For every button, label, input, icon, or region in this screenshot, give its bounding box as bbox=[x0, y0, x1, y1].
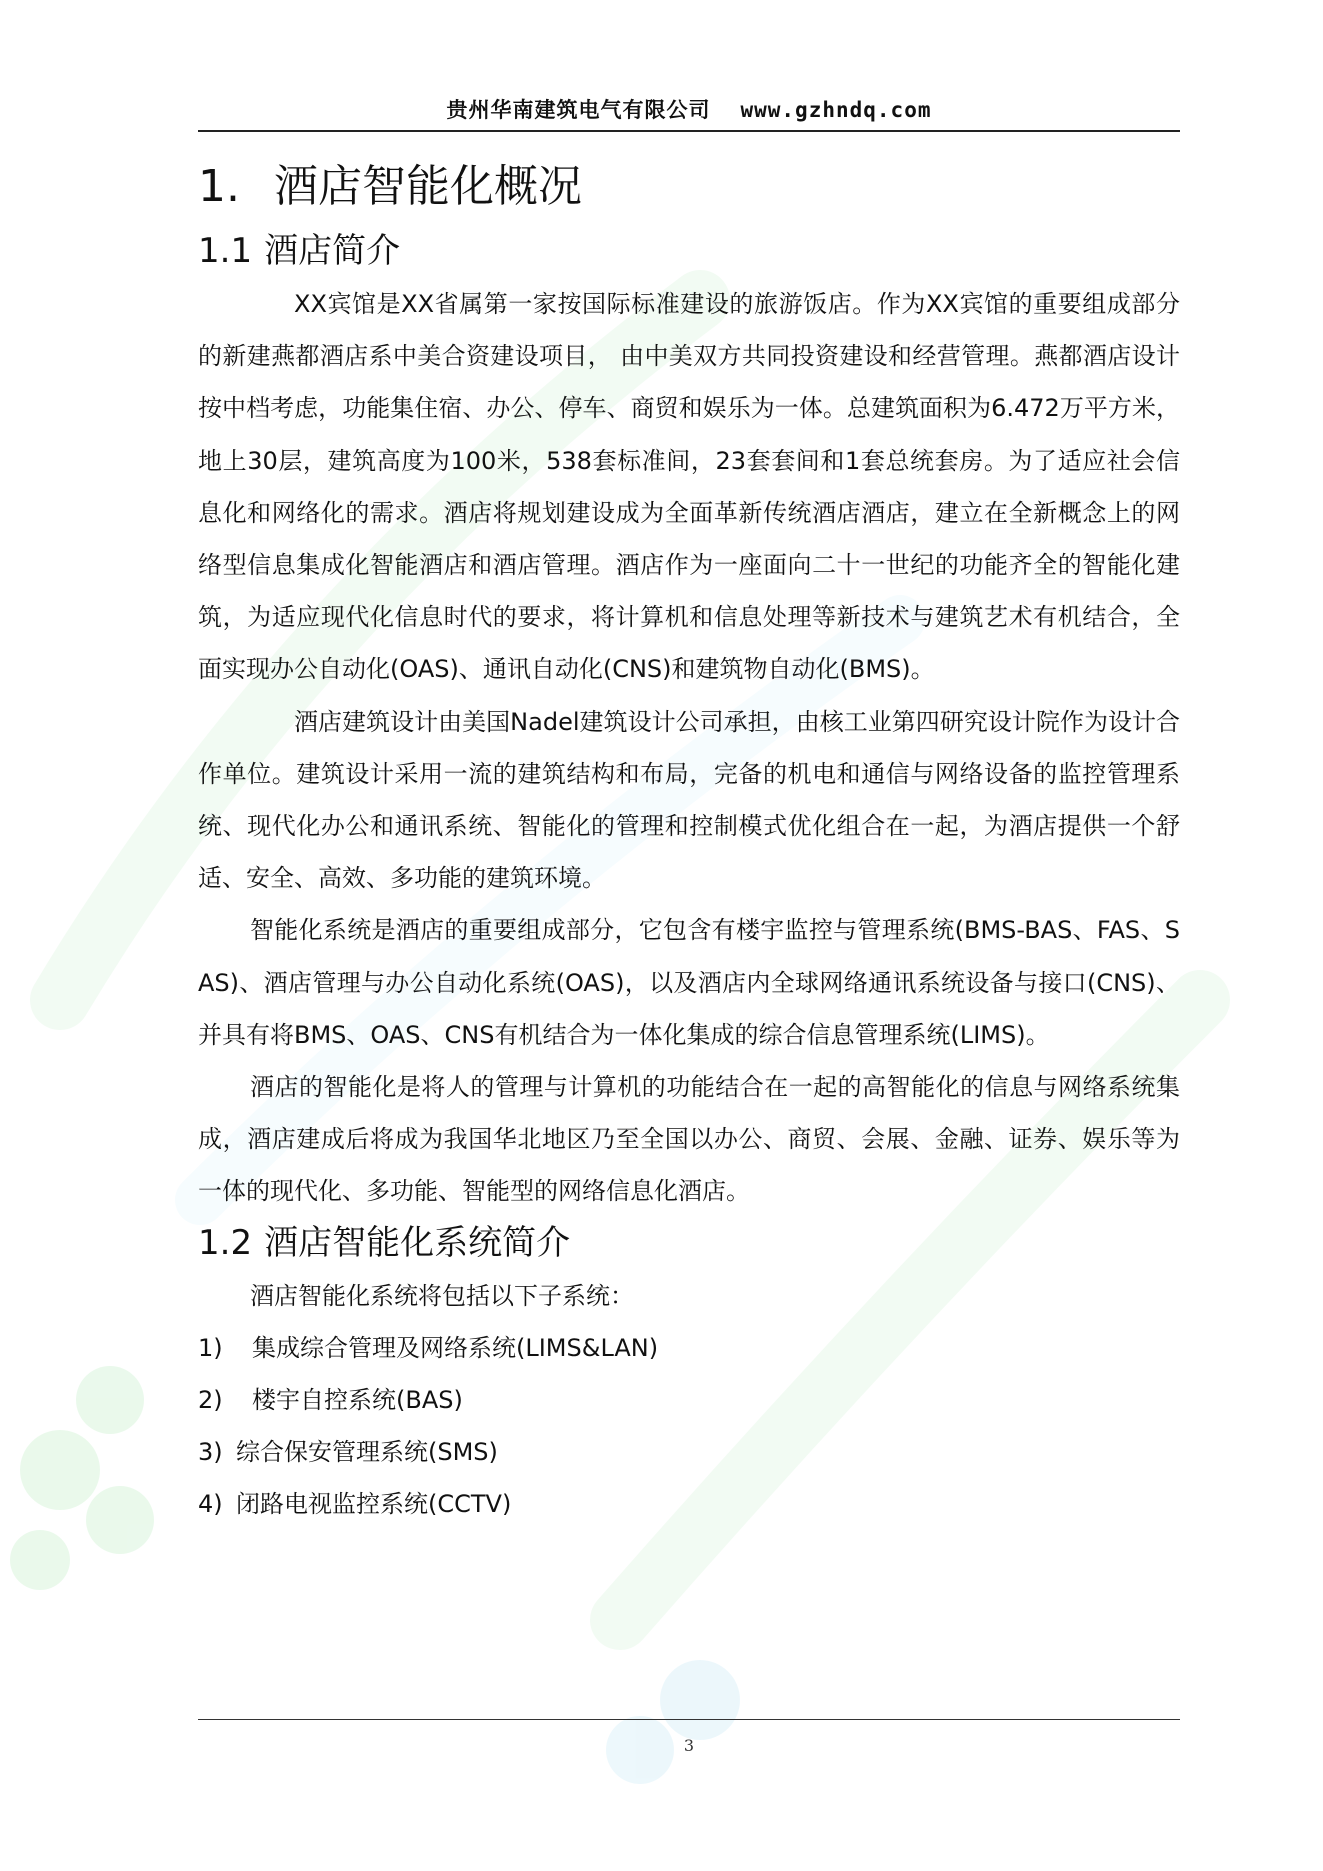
watermark-petal bbox=[76, 1366, 144, 1434]
list-item-text: 集成综合管理及网络系统(LIMS&LAN) bbox=[252, 1333, 659, 1362]
watermark-petal bbox=[86, 1486, 154, 1554]
section-number: 1.2 bbox=[198, 1222, 253, 1263]
list-item bbox=[198, 1478, 1180, 1530]
watermark-petal bbox=[660, 1660, 740, 1740]
list-item-number: 4) bbox=[198, 1489, 223, 1518]
paragraph-intelligence: 酒店的智能化是将人的管理与计算机的功能结合在一起的高智能化的信息与网络系统集成，酒店建成后将成为我国华北地区乃至全国以办公、商贸、会展、金融、证券、娱乐等为一体的现代化、多功能、智能型的网络信息化酒店。 bbox=[198, 1073, 1180, 1206]
list-item-number: 2) bbox=[198, 1385, 223, 1414]
subsystem-list bbox=[198, 1322, 1180, 1530]
list-item bbox=[198, 1374, 1180, 1426]
section-title: 酒店简介 bbox=[264, 231, 401, 271]
chapter-heading bbox=[198, 132, 1180, 224]
section-heading-1-2 bbox=[198, 1218, 1180, 1270]
footer-divider bbox=[198, 1719, 1180, 1720]
list-item-text: 综合保安管理系统(SMS) bbox=[236, 1437, 498, 1466]
header-website[interactable]: www.gzhndq.com bbox=[740, 98, 932, 122]
watermark-petal bbox=[10, 1530, 70, 1590]
subsystems-intro: 酒店智能化系统将包括以下子系统： bbox=[250, 1281, 634, 1310]
list-item-text: 闭路电视监控系统(CCTV) bbox=[236, 1489, 512, 1518]
page-number: 3 bbox=[683, 1736, 695, 1755]
paragraph-intro: XX宾馆是XX省属第一家按国际标准建设的旅游饭店。作为XX宾馆的重要组成部分的新建燕都酒店系中美合资建设项目， 由中美双方共同投资建设和经营管理。燕都酒店设计按中档考虑，功能集住宿、办公、停车、商贸和娱乐为一体。总建筑面积为6.472万平方米，地上30层，建筑高度为100米，538套标准间，23套套间和1套总统套房。为了适应社会信息化和网络化的需求。酒店将规划建设成为全面革新传统酒店酒店，建立在全新概念上的网络型信息集成化智能酒店和酒店管理。酒店作为一座面向二十一世纪的功能齐全的智能化建筑，为适应现代化信息时代的要求，将计算机和信息处理等新技术与建筑艺术有机结合，全面实现办公自动化(OAS)、通讯自动化(CNS)和建筑物自动化(BMS)。 bbox=[198, 290, 1180, 684]
section-number: 1.1 bbox=[198, 231, 253, 271]
chapter-number: 1. bbox=[198, 161, 240, 212]
paragraph-systems: 智能化系统是酒店的重要组成部分，它包含有楼宇监控与管理系统(BMS-BAS、FAS、SAS)、酒店管理与办公自动化系统(OAS)，以及酒店内全球网络通讯系统设备与接口(CNS)、并具有将BMS、OAS、CNS有机结合为一体化集成的综合信息管理系统(LIMS)。 bbox=[198, 916, 1180, 1049]
paragraph-design: 酒店建筑设计由美国Nadel建筑设计公司承担，由核工业第四研究设计院作为设计合作单位。建筑设计采用一流的建筑结构和布局，完备的机电和通信与网络设备的监控管理系统、现代化办公和通讯系统、智能化的管理和控制模式优化组合在一起，为酒店提供一个舒适、安全、高效、多功能的建筑环境。 bbox=[198, 707, 1180, 893]
watermark-petal bbox=[20, 1430, 100, 1510]
list-item bbox=[198, 1322, 1180, 1374]
list-item-number: 1) bbox=[198, 1333, 223, 1362]
chapter-title: 酒店智能化概况 bbox=[273, 161, 582, 212]
list-item-number: 3) bbox=[198, 1437, 223, 1466]
section-title: 酒店智能化系统简介 bbox=[264, 1222, 571, 1263]
section-heading-1-1 bbox=[198, 226, 1180, 278]
header-company: 贵州华南建筑电气有限公司 bbox=[446, 98, 711, 122]
page-header bbox=[198, 90, 1180, 132]
list-item bbox=[198, 1426, 1180, 1478]
document-page bbox=[198, 90, 1180, 1530]
list-item-text: 楼宇自控系统(BAS) bbox=[252, 1385, 463, 1414]
